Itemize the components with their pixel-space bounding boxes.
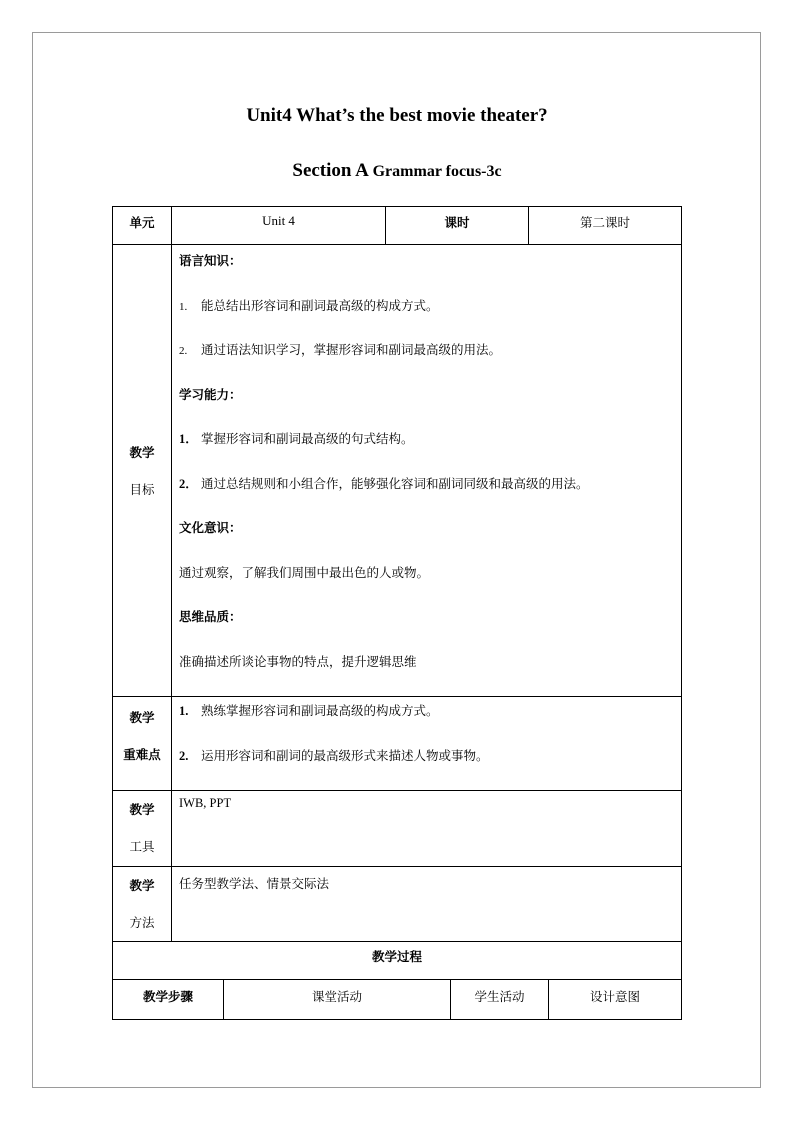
subtitle-topic: Grammar focus-3c bbox=[372, 163, 502, 180]
process-title: 教学过程 bbox=[113, 942, 682, 980]
objective-item: 准确描述所谈论事物的特点，提升逻辑思维 bbox=[179, 653, 417, 669]
keypoint-item: 2. 运用形容词和副词的最高级形式来描述人物或事物。 bbox=[179, 747, 489, 763]
unit-label: 单元 bbox=[113, 207, 172, 245]
keypoints-content bbox=[172, 697, 682, 791]
keypoints-label-1: 教学 bbox=[129, 710, 155, 725]
methods-label bbox=[113, 867, 172, 942]
period-label: 课时 bbox=[386, 207, 529, 245]
unit-row bbox=[113, 207, 682, 245]
objective-item: 通过观察，了解我们周围中最出色的人或物。 bbox=[179, 564, 430, 580]
process-header-row bbox=[113, 980, 682, 1020]
header-steps: 教学步骤 bbox=[113, 980, 224, 1020]
methods-value: 任务型教学法、情景交际法 bbox=[172, 867, 682, 942]
keypoints-row bbox=[113, 697, 682, 791]
objectives-label-2: 目标 bbox=[129, 481, 155, 497]
keypoints-label-2: 重难点 bbox=[123, 747, 161, 762]
tools-label bbox=[113, 791, 172, 867]
methods-row bbox=[113, 867, 682, 942]
objective-heading-thinking: 思维品质： bbox=[179, 609, 242, 624]
objective-heading-ability: 学习能力： bbox=[179, 386, 242, 402]
header-classroom-activity: 课堂活动 bbox=[224, 980, 451, 1020]
document-title: Unit4 What’s the best movie theater? bbox=[246, 105, 548, 126]
objectives-content bbox=[172, 245, 682, 697]
keypoints-label bbox=[113, 697, 172, 791]
objective-item: 1. 能总结出形容词和副词最高级的构成方式。 bbox=[179, 297, 439, 313]
tools-label-1: 教学 bbox=[129, 802, 155, 817]
tools-label-2: 工具 bbox=[129, 839, 155, 854]
objective-item: 2． 通过总结规则和小组合作，能够强化容词和副词同级和最高级的用法。 bbox=[179, 475, 589, 491]
methods-label-1: 教学 bbox=[129, 878, 155, 893]
process-title-row bbox=[113, 942, 682, 980]
tools-row bbox=[113, 791, 682, 867]
methods-label-2: 方法 bbox=[129, 915, 155, 930]
lesson-plan-table bbox=[112, 206, 682, 1020]
document-subtitle bbox=[0, 160, 794, 182]
objective-heading-language: 语言知识： bbox=[179, 253, 242, 268]
header-design-intent: 设计意图 bbox=[549, 980, 682, 1020]
tools-value: IWB, PPT bbox=[172, 791, 682, 867]
period-value: 第二课时 bbox=[529, 207, 682, 245]
objective-item: 2. 通过语法知识学习，掌握形容词和副词最高级的用法。 bbox=[179, 342, 502, 357]
unit-value: Unit 4 bbox=[172, 207, 386, 245]
subtitle-section: Section A bbox=[292, 160, 368, 181]
objectives-label-1: 教学 bbox=[129, 444, 155, 460]
objective-heading-culture: 文化意识： bbox=[179, 520, 242, 535]
keypoint-item: 1. 熟练掌握形容词和副词最高级的构成方式。 bbox=[179, 703, 439, 718]
header-student-activity: 学生活动 bbox=[451, 980, 549, 1020]
objective-item: 1． 掌握形容词和副词最高级的句式结构。 bbox=[179, 431, 414, 446]
objectives-row bbox=[113, 245, 682, 697]
objectives-label bbox=[113, 245, 172, 697]
